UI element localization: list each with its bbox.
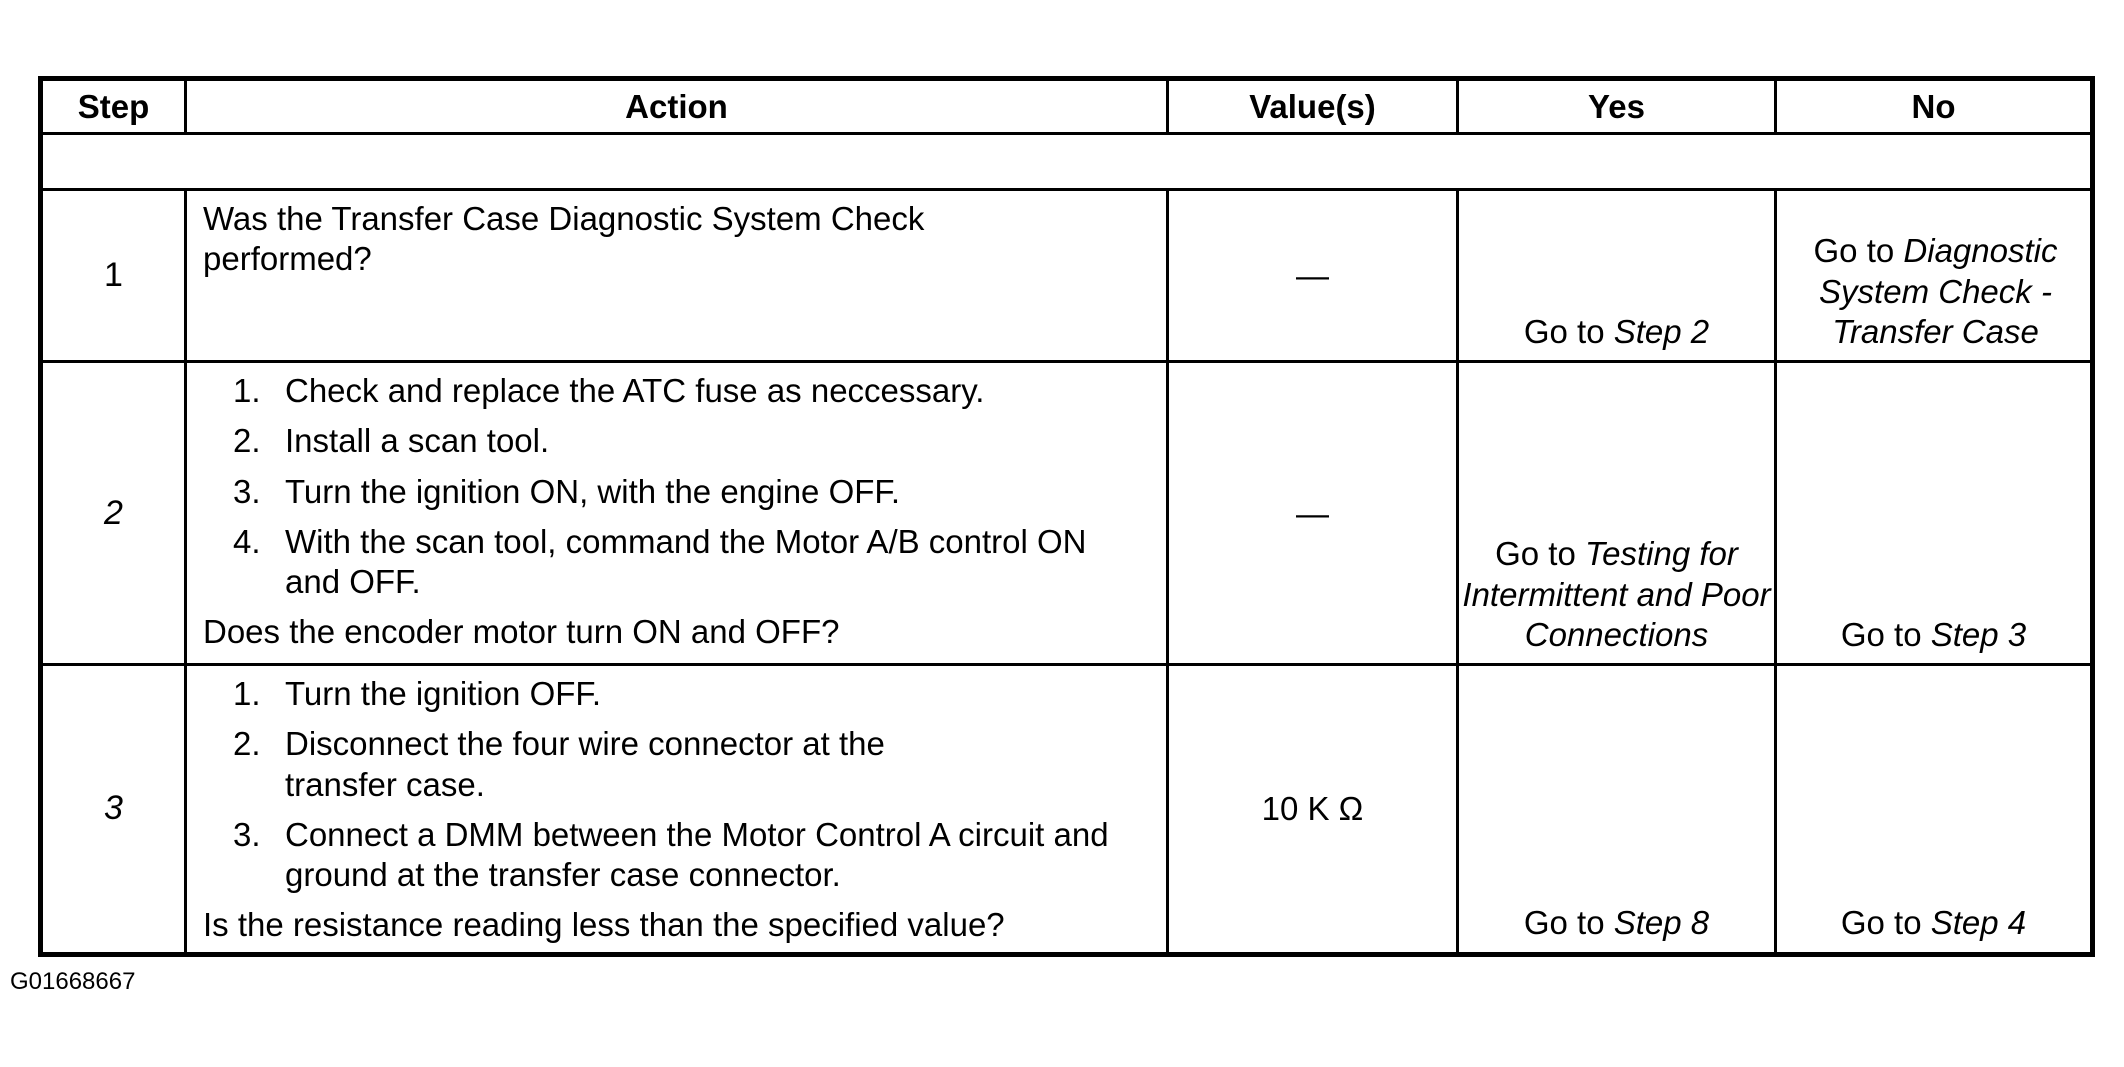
diagnostic-table [38,76,2095,957]
action-cell [186,362,1168,665]
yes-prefix: Go to [1523,312,1614,350]
value-cell: — [1168,362,1458,665]
action-item: 1. Check and replace the ATC fuse as neccessary. [233,372,985,409]
header-row [41,79,2093,134]
yes-link[interactable]: Testing for Intermittent and Poor Connections [1462,535,1771,653]
action-item: 2. Disconnect the four wire connector at the transfer case. [233,725,885,803]
step-number: 3 [41,665,186,955]
no-cell [1776,190,2093,362]
action-item: 4. With the scan tool, command the Motor A/B control ON and OFF. [233,522,1087,600]
table-row-step-2 [41,362,2093,665]
action-question: Was the Transfer Case Diagnostic System Check performed? [203,200,925,278]
header-yes: Yes [1458,79,1776,134]
header-values: Value(s) [1168,79,1458,134]
no-prefix: Go to [1840,615,1931,653]
step-number: 2 [41,362,186,665]
spacer-cell [41,134,2093,190]
step-number: 1 [41,190,186,362]
yes-link[interactable]: Step 2 [1613,312,1710,350]
no-prefix: Go to [1840,904,1931,942]
yes-link[interactable]: Step 8 [1613,904,1710,942]
action-cell [186,190,1168,362]
no-prefix: Go to [1813,232,1904,270]
no-cell [1776,362,2093,665]
action-list [203,674,1156,895]
action-item: 1. Turn the ignition OFF. [233,675,602,712]
figure-code: G01668667 [10,968,136,995]
no-link[interactable]: Step 4 [1930,904,2027,942]
header-no: No [1776,79,2093,134]
spacer-row [41,134,2093,190]
action-question: Is the resistance reading less than the specified value? [203,906,1005,944]
header-action: Action [186,79,1168,134]
yes-cell [1458,362,1776,665]
table-row-step-3 [41,665,2093,955]
yes-prefix: Go to [1523,904,1614,942]
action-item: 3. Connect a DMM between the Motor Control A circuit and ground at the transfer case connector. [233,815,1109,893]
action-cell [186,665,1168,955]
no-link[interactable]: Diagnostic System Check - Transfer Case [1819,232,2058,350]
value-cell: 10 K Ω [1168,665,1458,955]
no-cell [1776,665,2093,955]
action-item: 2. Install a scan tool. [233,422,550,460]
yes-prefix: Go to [1495,535,1585,573]
table-row-step-1 [41,190,2093,362]
value-cell: — [1168,190,1458,362]
action-item: 3. Turn the ignition ON, with the engine OFF. [233,472,901,510]
no-link[interactable]: Step 3 [1930,615,2027,653]
header-step: Step [41,79,186,134]
yes-cell [1458,665,1776,955]
action-list [203,371,1156,602]
action-question: Does the encoder motor turn ON and OFF? [203,613,840,651]
yes-cell [1458,190,1776,362]
